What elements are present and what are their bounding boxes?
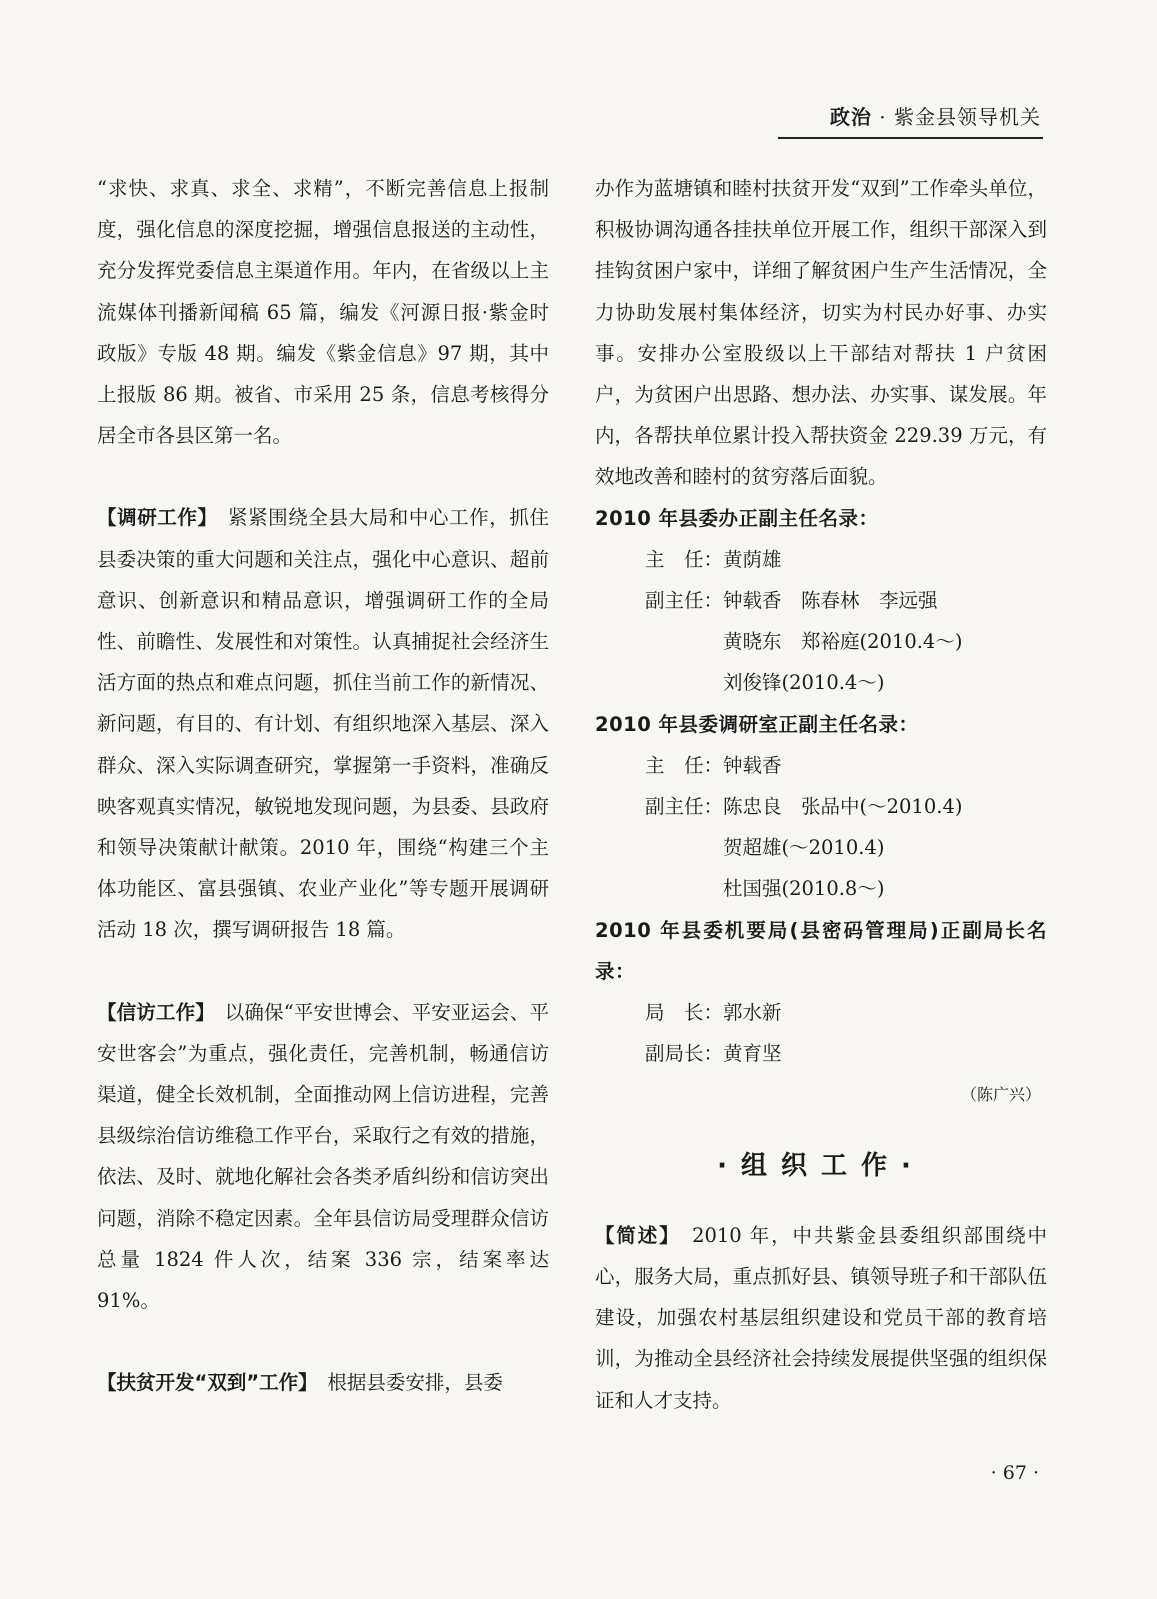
roster-role: 副主任： <box>645 589 724 613</box>
poverty-work-paragraph <box>97 1362 549 1403</box>
left-column <box>97 168 549 1403</box>
roster-row <box>595 868 1047 909</box>
running-head-separator: · <box>879 105 887 129</box>
roster-role: 主 任： <box>645 547 724 571</box>
roster-row <box>595 827 1047 868</box>
roster-names: 黄荫雄 <box>723 547 782 571</box>
confidential-bureau-roster <box>595 910 1047 1075</box>
roster-role: 局 长： <box>645 1001 724 1025</box>
office-roster-title: 2010 年县委办正副主任名录： <box>595 506 879 530</box>
roster-names: 钟载香 陈春林 李远强 <box>723 589 938 613</box>
running-head <box>830 101 1041 130</box>
research-work-tag: 【调研工作】 <box>97 506 208 530</box>
roster-row <box>595 539 1047 580</box>
roster-names: 杜国强(2010.8～) <box>723 877 885 901</box>
roster-names: 黄育坚 <box>723 1042 782 1066</box>
author-credit: （陈广兴） <box>960 1085 1041 1105</box>
roster-row <box>595 1033 1047 1074</box>
right-column <box>595 168 1047 1421</box>
summary-text: 2010 年，中共紫金县委组织部围绕中心，服务大局，重点抓好县、镇领导班子和干部队伍建设，加强农村基层组织建设和党员干部的教育培训，为推动全县经济社会持续发展提供坚强的组织保证和人才支持。 <box>595 1223 1047 1412</box>
office-roster <box>595 498 1047 704</box>
research-office-roster <box>595 704 1047 910</box>
roster-names: 钟载香 <box>723 753 782 777</box>
roster-names: 贺超雄(～2010.4) <box>723 836 885 860</box>
roster-names: 黄晓东 郑裕庭(2010.4～) <box>723 630 963 654</box>
research-work-paragraph <box>97 497 549 950</box>
summary-paragraph <box>595 1215 1047 1421</box>
running-head-section: 政治 <box>829 105 872 129</box>
running-head-subsection: 紫金县领导机关 <box>894 105 1041 129</box>
poverty-work-text: 根据县委安排，县委 <box>327 1371 503 1395</box>
summary-tag: 【简述】 <box>595 1223 671 1247</box>
roster-row <box>595 662 1047 703</box>
roster-names: 陈忠良 张品中(～2010.4) <box>723 795 963 819</box>
roster-names: 郭水新 <box>723 1001 782 1025</box>
research-work-text: 紧紧围绕全县大局和中心工作，抓住县委决策的重大问题和关注点，强化中心意识、超前意识、创新意识和精品意识，增强调研工作的全局性、前瞻性、发展性和对策性。认真捕捉社会经济生活方面的热点和难点问题，抓住当前工作的新情况、新问题，有目的、有计划、有组织地深入基层、深入群众、深入实际调查研究，掌握第一手资料，准确反映客观真实情况，敏锐地发现问题，为县委、县政府和领导决策献计献策。2010 年，围绕“构建三个主体功能区、富县强镇、农业产业化”等专题开展调研活动 18 次，撰写调研报告 18 篇。 <box>97 506 549 942</box>
roster-role: 主 任： <box>645 753 724 777</box>
poverty-work-tag: 【扶贫开发“双到”工作】 <box>97 1371 308 1395</box>
roster-row <box>595 992 1047 1033</box>
roster-row <box>595 580 1047 621</box>
research-office-roster-title: 2010 年县委调研室正副主任名录： <box>595 712 919 736</box>
roster-role: 副主任： <box>645 795 724 819</box>
roster-names: 刘俊锋(2010.4～) <box>723 671 885 695</box>
roster-row <box>595 621 1047 662</box>
confidential-bureau-roster-title: 2010 年县委机要局(县密码管理局)正副局长名录： <box>595 918 1047 983</box>
page-number: · 67 · <box>990 1462 1039 1484</box>
section-title: ·组织工作· <box>717 1150 925 1181</box>
roster-row <box>595 745 1047 786</box>
petition-work-tag: 【信访工作】 <box>97 1000 206 1024</box>
roster-role: 副局长： <box>645 1042 724 1066</box>
petition-work-text: 以确保“平安世博会、平安亚运会、平安世客会”为重点，强化责任，完善机制，畅通信访渠道，健全长效机制，全面推动网上信访进程，完善县级综治信访维稳工作平台，采取行之有效的措施，依法、及时、就地化解社会各类矛盾纠纷和信访突出问题，消除不稳定因素。全年县信访局受理群众信访总量 1824 件人次，结案 336 宗，结案率达 91%。 <box>97 1000 549 1313</box>
roster-row <box>595 786 1047 827</box>
header-rule <box>778 137 1043 139</box>
poverty-work-continuation: 办作为蓝塘镇和睦村扶贫开发“双到”工作牵头单位，积极协调沟通各挂扶单位开展工作，组织干部深入到挂钩贫困户家中，详细了解贫困户生产生活情况，全力协助发展村集体经济，切实为村民办好事、办实事。安排办公室股级以上干部结对帮扶 1 户贫困户，为贫困户出思路、想办法、办实事、谋发展。年内，各帮扶单位累计投入帮扶资金 229.39 万元，有效地改善和睦村的贫穷落后面貌。 <box>595 177 1047 489</box>
info-work-continuation: “求快、求真、求全、求精”，不断完善信息上报制度，强化信息的深度挖掘，增强信息报送的主动性，充分发挥党委信息主渠道作用。年内，在省级以上主流媒体刊播新闻稿 65 篇，编发《河源日报·紫金时政版》专版 48 期。编发《紫金信息》97 期，其中上报版 86 期。被省、市采用 25 条，信息考核得分居全市各县区第一名。 <box>97 177 549 448</box>
petition-work-paragraph <box>97 992 549 1322</box>
